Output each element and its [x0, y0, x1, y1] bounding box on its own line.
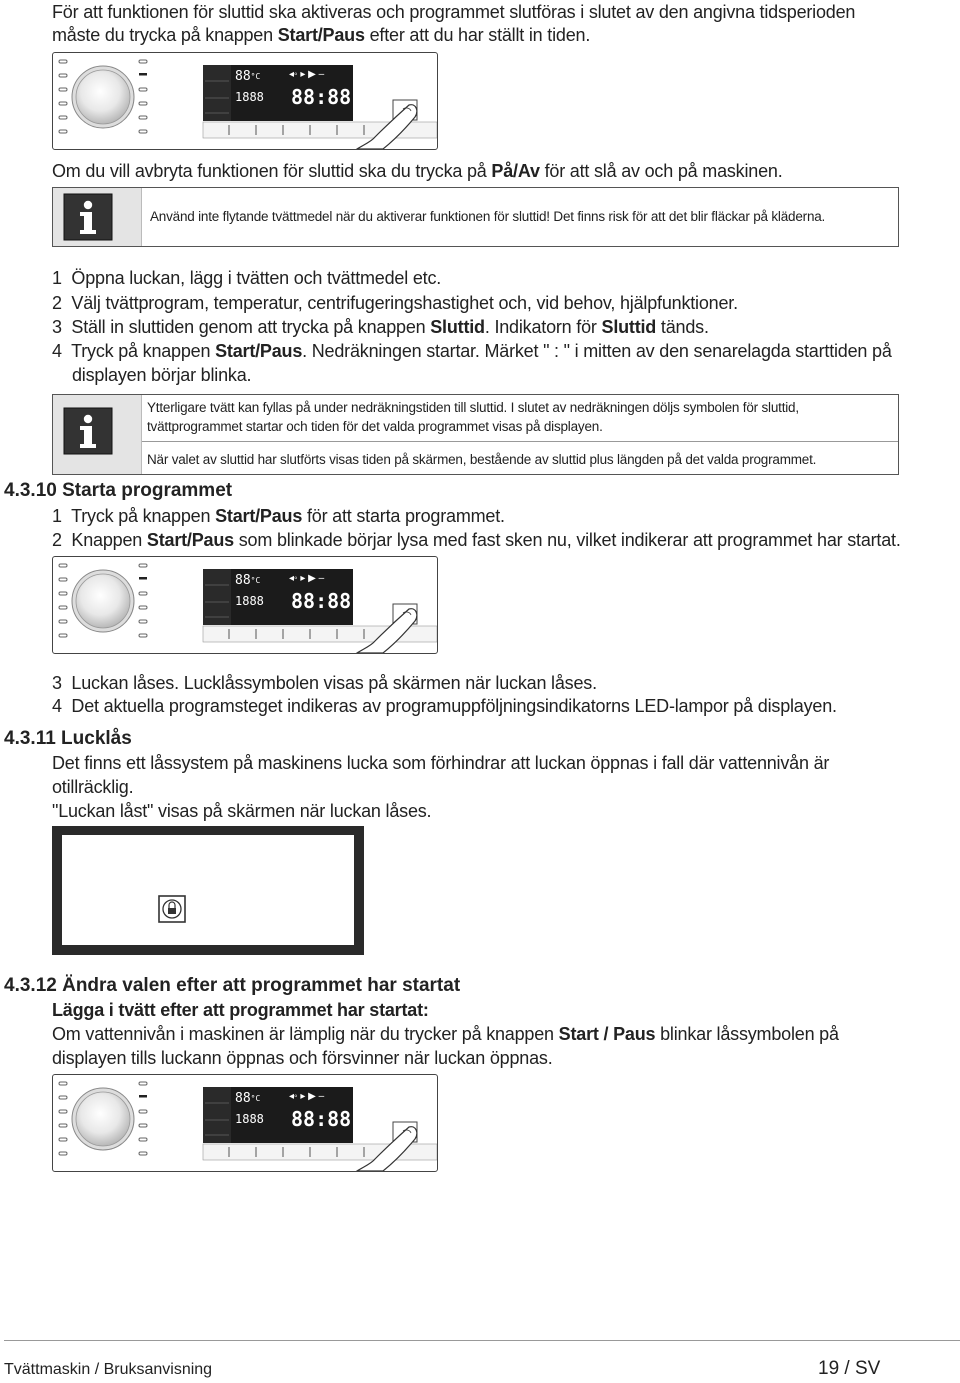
note-2-line-2: tvättprogrammet startar och tiden för det valda programmet visas på displayen. — [147, 419, 603, 434]
display-speed: 1888 — [235, 90, 264, 104]
display-speed: 1888 — [235, 594, 264, 608]
display-time: 88:88 — [291, 85, 352, 109]
step-2: 2 Välj tvättprogram, temperatur, centrifugeringshastighet och, vid behov, hjälpfunktioner. — [52, 293, 738, 313]
info-icon — [63, 407, 113, 455]
section-heading-4-3-11: 4.3.11 Lucklås — [4, 728, 132, 749]
display-temp: $88^{^\circ C}$ — [235, 1091, 261, 1106]
note-2-line-3: När valet av sluttid har slutförts visas tiden på skärmen, bestående av sluttid plus längden på det valda programmet. — [147, 452, 817, 467]
info-note-1 — [52, 187, 899, 247]
start-step-4: 4 Det aktuella programsteget indikeras av programuppföljningsindikatorns LED-lampor på displayen. — [52, 696, 837, 716]
start-step-2: 2 Knappen Start/Paus som blinkade börjar lysa med fast sken nu, vilket indikerar att programmet har startat. — [52, 530, 901, 550]
section-heading-4-3-12: 4.3.12 Ändra valen efter att programmet har startat — [4, 975, 461, 996]
note-divider — [142, 441, 898, 442]
section-heading-4-3-10: 4.3.10 Starta programmet — [4, 480, 233, 501]
display-temp: $88^{^\circ C}$ — [235, 69, 261, 84]
subheading-add-laundry: Lägga i tvätt efter att programmet har startat: — [52, 1000, 429, 1020]
door-lock-line-2: otillräcklig. — [52, 777, 134, 797]
display-time: 88:88 — [291, 589, 352, 613]
page-number: 19 / SV — [818, 1358, 881, 1379]
note-1-text: Använd inte flytande tvättmedel när du aktiverar funktionen för sluttid! Det finns risk för att det blir fläckar på kläderna. — [150, 209, 826, 224]
door-lock-display — [52, 826, 364, 955]
control-panel-illustration-3 — [52, 1074, 438, 1172]
door-lock-line-1: Det finns ett låssystem på maskinens lucka som förhindrar att luckan öppnas i fall där vattennivån är — [52, 753, 830, 773]
start-step-1: 1 Tryck på knappen Start/Paus för att starta programmet. — [52, 506, 505, 526]
footer-rule — [4, 1340, 960, 1341]
add-laundry-line-1: Om vattennivån i maskinen är lämplig när du trycker på knappen Start / Paus blinkar låssymbolen på — [52, 1024, 839, 1044]
footer-title: Tvättmaskin / Bruksanvisning — [4, 1361, 213, 1378]
door-lock-icon — [158, 895, 186, 923]
display-time: 88:88 — [291, 1107, 352, 1131]
cancel-text: Om du vill avbryta funktionen för sluttid ska du trycka på På/Av för att slå av och på maskinen. — [52, 161, 783, 181]
control-panel-illustration — [52, 52, 438, 150]
display-temp: $88^{^\circ C}$ — [235, 573, 261, 588]
add-laundry-line-2: displayen tills luckann öppnas och försvinner när luckan öppnas. — [52, 1048, 553, 1068]
intro-line-1: För att funktionen för sluttid ska aktiveras och programmet slutföras i slutet av den angivna tidsperioden — [52, 2, 856, 22]
step-4-cont: displayen börjar blinka. — [72, 365, 252, 385]
info-icon — [63, 193, 113, 241]
display-status-icons: ◂◦ ▸ ▶ ‒ — [289, 69, 325, 80]
note-2-line-1: Ytterligare tvätt kan fyllas på under nedräkningstiden till sluttid. I slutet av nedräkningen döljs symbolen för sluttid, — [147, 400, 799, 415]
door-lock-line-3: "Luckan låst" visas på skärmen när luckan låses. — [52, 801, 432, 821]
intro-line-2: måste du trycka på knappen Start/Paus efter att du har ställt in tiden. — [52, 25, 591, 45]
start-step-3: 3 Luckan låses. Lucklåssymbolen visas på skärmen när luckan låses. — [52, 673, 597, 693]
step-4: 4 Tryck på knappen Start/Paus. Nedräkningen startar. Märket " : " i mitten av den senarelagda starttiden på — [52, 341, 892, 361]
control-panel-illustration-2 — [52, 556, 438, 654]
display-status-icons: ◂◦ ▸ ▶ ‒ — [289, 1091, 325, 1102]
info-note-2 — [52, 394, 899, 475]
step-1: 1 Öppna luckan, lägg i tvätten och tvättmedel etc. — [52, 268, 442, 288]
display-status-icons: ◂◦ ▸ ▶ ‒ — [289, 573, 325, 584]
step-3: 3 Ställ in sluttiden genom att trycka på knappen Sluttid. Indikatorn för Sluttid tänds. — [52, 317, 709, 337]
display-speed: 1888 — [235, 1112, 264, 1126]
